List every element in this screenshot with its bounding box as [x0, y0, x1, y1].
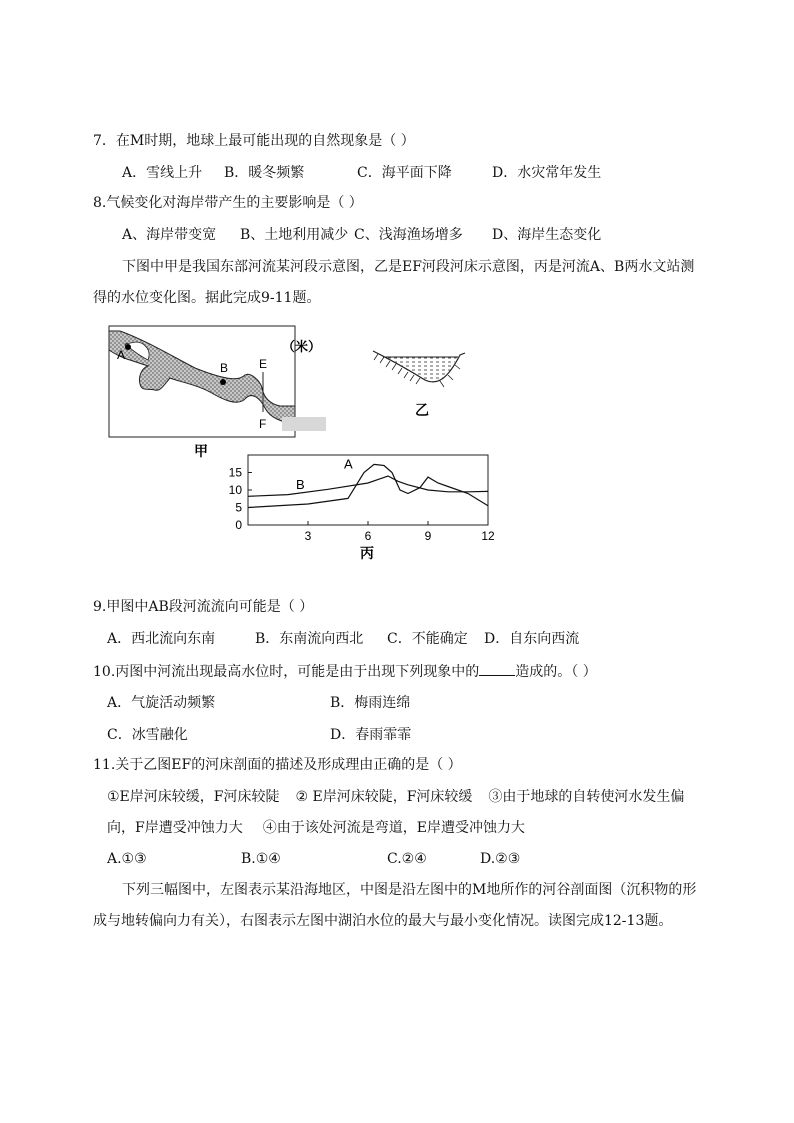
q11-statements-line-2 — [107, 818, 525, 838]
series-b-line — [248, 476, 488, 496]
riverbed-water — [385, 357, 457, 382]
q11-statement-2: ② E岸河床较陡，F河床较缓 — [295, 789, 473, 805]
y-tick-label-3: 15 — [228, 465, 242, 480]
water-level-chart — [229, 455, 495, 561]
question-9-stem: 9.甲图中AB段河流流向可能是（ ） — [93, 599, 314, 615]
q9-option-c[interactable]: C．不能确定 — [387, 631, 468, 647]
x-tick-label-0: 3 — [304, 529, 312, 543]
q11-statements-line-1 — [107, 787, 684, 807]
chart-title-bing: 丙 — [360, 545, 374, 561]
river-figure — [100, 320, 520, 565]
map-label-b: B — [220, 361, 229, 375]
y-tick-label-2: 10 — [228, 483, 242, 497]
q7-option-b[interactable]: B．暖冬频繁 — [224, 165, 305, 181]
q11-option-a[interactable]: A.①③ — [107, 851, 147, 867]
q7-option-d[interactable]: D．水灾常年发生 — [492, 165, 602, 181]
q11-statement-1: ①E岸河床较缓，F河床较陡 — [107, 789, 280, 805]
y-tick-label-0: 0 — [235, 518, 242, 532]
q11-statement-3a: ③由于地球的自转使河水发生偏 — [488, 789, 685, 805]
series-a-label: A — [344, 456, 353, 472]
station-a-dot — [125, 344, 131, 350]
map-label-a: A — [117, 348, 126, 362]
q10-stem-before: 10.丙图中河流出现最高水位时，可能是由于出现下列现象中的 — [93, 664, 480, 680]
q8-option-c[interactable]: C、浅海渔场增多 — [354, 227, 463, 243]
intro-2-line-1: 下列三幅图中，左图表示某沿海地区，中图是沿左图中的M地所作的河谷剖面图（沉积物的形 — [122, 882, 697, 898]
unit-label: （米） — [282, 339, 322, 354]
q9-option-a[interactable]: A．西北流向东南 — [107, 631, 216, 647]
map-label-e: E — [259, 357, 268, 371]
question-10-stem — [93, 661, 597, 682]
q11-option-c[interactable]: C.②④ — [387, 851, 427, 867]
q10-option-d[interactable]: D．春雨霏霏 — [330, 727, 412, 743]
q11-statement-4: ④由于该处河流是弯道，E岸遭受冲蚀力大 — [262, 820, 525, 836]
q11-option-d[interactable]: D.②③ — [480, 851, 521, 867]
label-jia: 甲 — [194, 443, 208, 459]
series-b-label: B — [296, 476, 305, 492]
question-7-stem: 7．在M时期，地球上最可能出现的自然现象是（ ） — [93, 133, 415, 149]
series-a-line — [248, 464, 488, 507]
x-tick-label-3: 12 — [481, 529, 495, 543]
q8-option-a[interactable]: A、海岸带变宽 — [122, 227, 217, 243]
q10-option-c[interactable]: C．冰雪融化 — [107, 727, 188, 743]
q8-option-b[interactable]: B、土地利用减少 — [240, 227, 349, 243]
q11-statement-3b: 向，F岸遭受冲蚀力大 — [107, 820, 243, 836]
chart-frame — [248, 455, 488, 525]
q8-option-d[interactable]: D、海岸生态变化 — [492, 227, 602, 243]
q9-option-d[interactable]: D．自东向西流 — [484, 631, 580, 647]
question-11-stem: 11.关于乙图EF的河床剖面的描述及形成理由正确的是（ ） — [93, 757, 462, 773]
map-label-f: F — [259, 417, 267, 431]
q11-option-b[interactable]: B.①④ — [241, 851, 281, 867]
x-tick-label-2: 9 — [424, 529, 432, 543]
intro-2-line-2: 成与地转偏向力有关），右图表示左图中湖泊水位的最大与最小变化情况。读图完成12-13题。 — [93, 913, 673, 929]
q10-option-a[interactable]: A．气旋活动频繁 — [107, 695, 216, 711]
y-tick-label-1: 5 — [235, 500, 242, 515]
x-tick-label-1: 6 — [364, 529, 372, 543]
question-8-stem: 8.气候变化对海岸带产生的主要影响是（ ） — [93, 195, 363, 211]
q10-option-b[interactable]: B．梅雨连绵 — [330, 695, 411, 711]
station-b-dot — [220, 379, 226, 385]
blurred-mark — [282, 417, 326, 431]
q9-option-b[interactable]: B．东南流向西北 — [255, 631, 364, 647]
intro-1-line-2: 得的水位变化图。据此完成9-11题。 — [93, 290, 321, 306]
q7-option-c[interactable]: C．海平面下降 — [357, 165, 452, 181]
q7-option-a[interactable]: A．雪线上升 — [122, 165, 203, 181]
label-yi: 乙 — [415, 402, 429, 418]
intro-1-line-1: 下图中甲是我国东部河流某河段示意图，乙是EF河段河床示意图，丙是河流A、B两水文站测 — [122, 259, 695, 275]
q10-blank[interactable] — [479, 661, 515, 676]
q10-stem-after: 造成的。（ ） — [515, 664, 597, 680]
